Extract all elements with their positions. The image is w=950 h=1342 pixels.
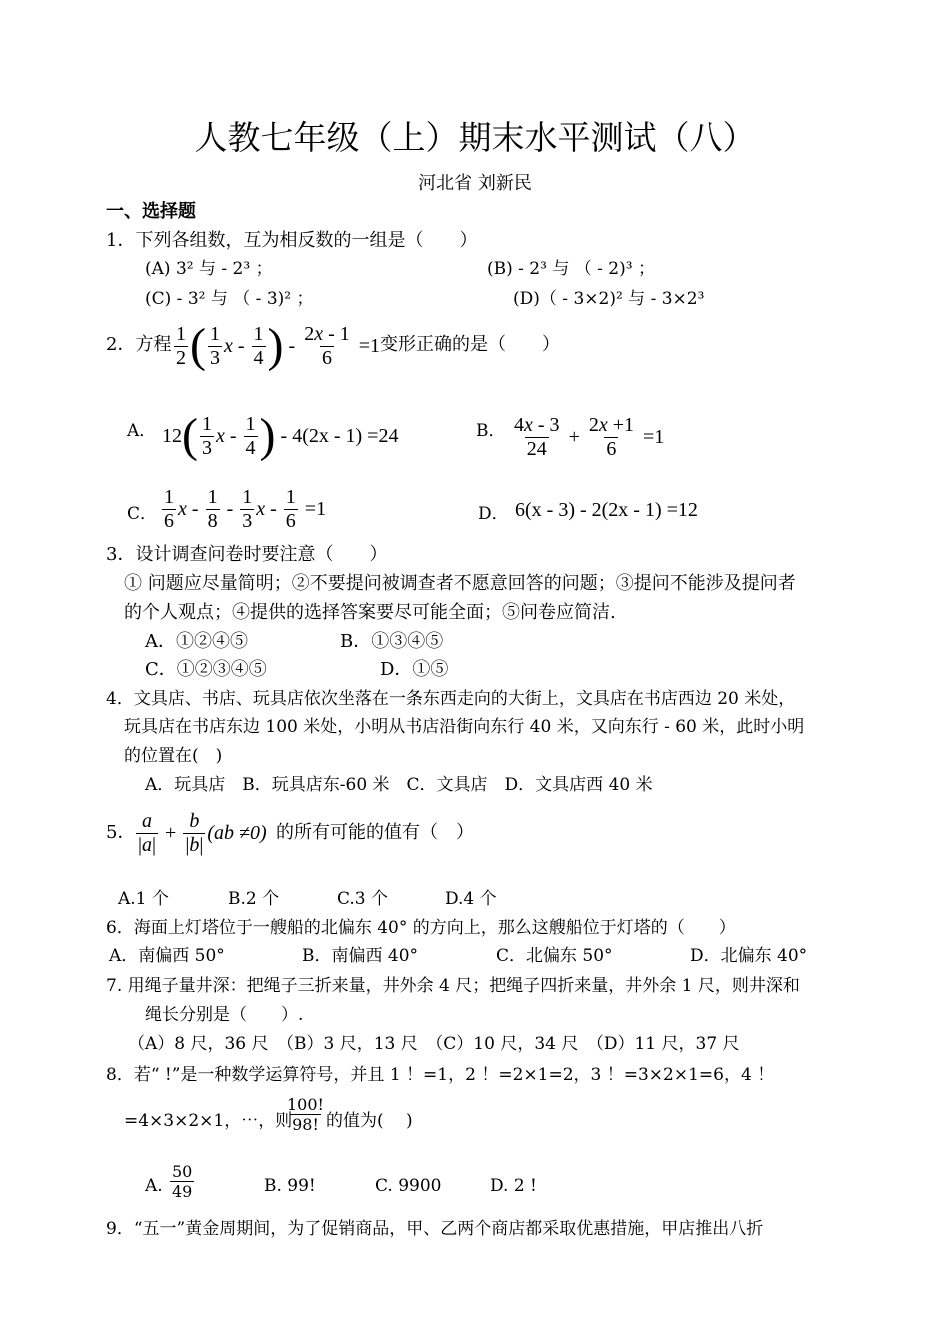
q8-line2b: 的值为( ) bbox=[326, 1111, 413, 1131]
q3-option-c: C．①②③④⑤ bbox=[145, 659, 267, 680]
q1-stem: 1．下列各组数，互为相反数的一组是（ ） bbox=[106, 230, 478, 251]
q2-option-c: $\frac{1}{6}$ x - $\frac{1}{8}$ - $\frac{1}{3}$ x - $\frac{1}{6}$ =1 bbox=[164, 486, 327, 532]
q5-option-d: D.4 个 bbox=[445, 889, 497, 909]
q2-option-a: 12 ( $\frac{1}{3}$ x - $\frac{1}{4}$ ) - 4(2x - 1) =24 bbox=[162, 409, 399, 462]
q1-option-c: (C) - 3² 与 （ - 3)² ； bbox=[145, 289, 314, 309]
q2-option-c-label: C． bbox=[127, 504, 158, 524]
q4-line2: 玩具店在书店东边 100 米处，小明从书店沿街向东行 40 米，又向东行 - 60 米，此时小明 bbox=[124, 717, 805, 737]
q1-option-a: (A) 3² 与 - 2³ ； bbox=[145, 259, 273, 279]
q6-option-a: A．南偏西 50° bbox=[109, 946, 225, 966]
q2-option-d-label: D． bbox=[478, 504, 509, 524]
q5-tail: 的所有可能的值有（ ） bbox=[276, 822, 474, 843]
q4-line1: 4．文具店、书店、玩具店依次坐落在一条东西走向的大街上，文具店在书店西边 20 米处， bbox=[106, 689, 796, 709]
q6-stem: 6．海面上灯塔位于一艘船的北偏东 40° 的方向上，那么这艘船位于灯塔的（ ） bbox=[106, 918, 736, 938]
q3-line1: ① 问题应尽量简明；②不要提问被调查者不愿意回答的问题；③提问不能涉及提问者 bbox=[124, 573, 796, 594]
author: 河北省 刘新民 bbox=[418, 173, 532, 194]
q7-line1: 7. 用绳子量井深：把绳子三折来量，井外余 4 尺；把绳子四折来量，井外余 1 尺，则井深和 bbox=[106, 976, 800, 996]
q3-option-b: B．①③④⑤ bbox=[340, 631, 444, 652]
q8-option-a bbox=[168, 1162, 196, 1201]
q3-line2: 的个人观点；④提供的选择答案要尽可能全面；⑤问卷应简洁. bbox=[124, 602, 616, 623]
q6-option-d: D．北偏东 40° bbox=[690, 946, 808, 966]
q2-equation: $\frac{1}{2}$ ( $\frac{1}{3}$ x - $\frac{1}{4}$ ) - $\frac{2x - 1}{6}$ =1 bbox=[176, 319, 381, 372]
q8-option-a-denominator: 49 bbox=[172, 1182, 193, 1201]
page-title: 人教七年级（上）期末水平测试（八） bbox=[194, 118, 756, 157]
q5-option-b: B.2 个 bbox=[228, 889, 280, 909]
q9-line1: 9．“五一”黄金周期间，为了促销商品，甲、乙两个商店都采取优惠措施，甲店推出八折 bbox=[106, 1219, 764, 1239]
q3-option-a: A．①②④⑤ bbox=[145, 631, 248, 652]
q2-option-d: 6(x - 3) - 2(2x - 1) =12 bbox=[515, 499, 698, 521]
q8-option-d: D. 2 ! bbox=[490, 1176, 537, 1196]
q2-option-a-rhs: - 4(2x - 1) =24 bbox=[280, 424, 399, 447]
q5-lead: 5． bbox=[106, 822, 136, 843]
q2-option-b: $\frac{4x - 3}{24}$ + $\frac{2x +1}{6}$ =1 bbox=[514, 414, 665, 460]
q4-line3: 的位置在( ) bbox=[124, 746, 223, 766]
section-heading: 一、选择题 bbox=[106, 201, 196, 222]
q8-fraction-numerator: 100! bbox=[287, 1095, 324, 1114]
q6-option-c: C．北偏东 50° bbox=[496, 946, 613, 966]
q5-condition: (ab ≠0) bbox=[207, 822, 267, 844]
q8-line2a: =4×3×2×1，⋯，则 bbox=[124, 1111, 293, 1131]
q2-tail: 变形正确的是（ ） bbox=[380, 334, 560, 355]
q1-option-b: (B) - 2³ 与 （ - 2)³ ； bbox=[487, 259, 655, 279]
q5-option-c: C.3 个 bbox=[337, 889, 389, 909]
q3-option-d: D．①⑤ bbox=[380, 659, 449, 680]
q2-option-a-label: A． bbox=[127, 421, 157, 441]
q7-line2: 绳长分别是（ ）. bbox=[145, 1005, 304, 1025]
q8-option-a-label: A. bbox=[145, 1176, 163, 1196]
q8-fraction bbox=[283, 1095, 328, 1134]
q2-lead: 2．方程 bbox=[106, 334, 172, 355]
q4-options: A．玩具店 B．玩具店东-60 米 C．文具店 D．文具店西 40 米 bbox=[145, 775, 653, 795]
q2-option-b-label: B． bbox=[476, 421, 506, 441]
q8-option-b: B. 99! bbox=[264, 1176, 316, 1196]
q8-line1: 8．若“ !”是一种数学运算符号，并且 1 ！=1，2 ！=2×1=2，3 ！=3×2×1=6，4 ！ bbox=[106, 1065, 775, 1085]
q3-stem: 3．设计调查问卷时要注意（ ） bbox=[106, 544, 388, 565]
q8-fraction-denominator: 98! bbox=[292, 1115, 319, 1134]
q6-option-b: B．南偏西 40° bbox=[302, 946, 419, 966]
q5-expression: $\frac{a}{|a|}$ + $\frac{b}{|b|}$ (ab ≠0) bbox=[138, 810, 267, 856]
q8-option-a-numerator: 50 bbox=[172, 1162, 193, 1181]
q5-option-a: A.1 个 bbox=[118, 889, 169, 909]
q8-option-c: C. 9900 bbox=[375, 1176, 442, 1196]
q7-options: （A）8 尺，36 尺 （B）3 尺，13 尺 （C）10 尺，34 尺 （D）11 尺，37 尺 bbox=[128, 1034, 740, 1054]
q1-option-d: (D)（ - 3×2)² 与 - 3×2³ bbox=[513, 289, 705, 309]
